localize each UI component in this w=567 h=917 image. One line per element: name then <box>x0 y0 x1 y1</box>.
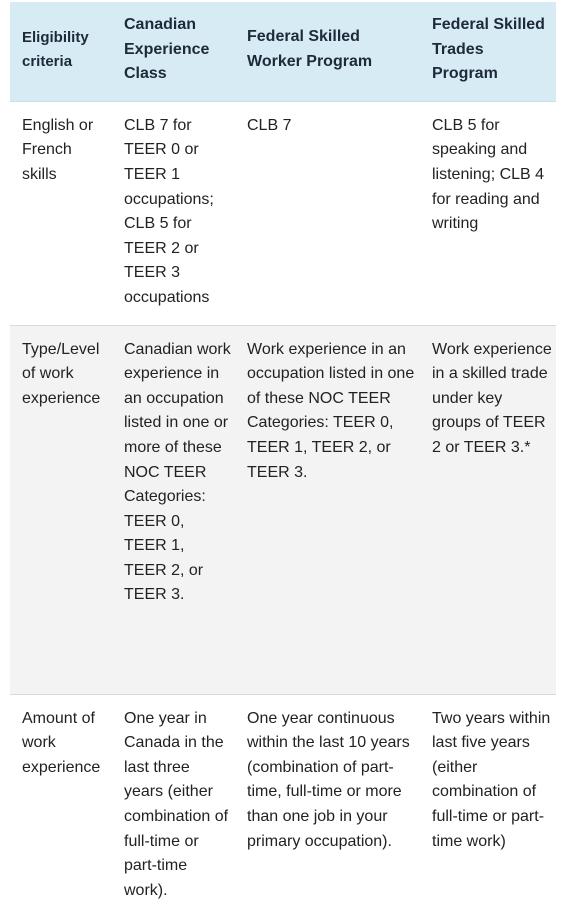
header-eligibility-criteria: Eligibility criteria <box>22 28 89 70</box>
cell-fswp: Work experience in an occupation listed in one of these NOC TEER Categories: TEER 0, TEER 1, TEER 2, or TEER 3. <box>247 340 415 481</box>
cell-fstp: Two years within last five years (either combination of full-time or part-time work) <box>432 709 551 850</box>
header-federal-skilled-trades-program: Federal Skilled Trades Program <box>432 16 545 83</box>
table-body <box>10 101 556 917</box>
cell-criteria: Amount of work experience <box>22 709 101 776</box>
header-row <box>10 2 556 101</box>
cell-fswp: CLB 7 <box>247 116 292 134</box>
cell-cec: One year in Canada in the last three years (either combination of full-time or part-time work). <box>124 709 229 899</box>
cell-fstp: CLB 5 for speaking and listening; CLB 4 for reading and writing <box>432 116 545 233</box>
table-row <box>10 325 556 694</box>
table-header <box>10 2 556 101</box>
cell-fstp: Work experience in a skilled trade under key groups of TEER 2 or TEER 3.* <box>432 340 552 456</box>
cell-criteria: English or French skills <box>22 116 94 183</box>
header-federal-skilled-worker-program: Federal Skilled Worker Program <box>247 28 373 70</box>
cell-cec: Canadian work experience in an occupation listed in one or more of these NOC TEER Categories: TEER 0, TEER 1, TEER 2, or TEER 3. <box>124 340 231 604</box>
table-row <box>10 101 556 325</box>
eligibility-table <box>10 2 556 917</box>
cell-cec: CLB 7 for TEER 0 or TEER 1 occupations; CLB 5 for TEER 2 or TEER 3 occupations <box>124 116 214 306</box>
cell-fswp: One year continuous within the last 10 years (combination of part-time, full-time or more than one job in your primary occupation). <box>247 709 410 850</box>
table-row <box>10 694 556 917</box>
header-canadian-experience-class: Canadian Experience Class <box>124 16 210 83</box>
cell-criteria: Type/Level of work experience <box>22 340 101 407</box>
